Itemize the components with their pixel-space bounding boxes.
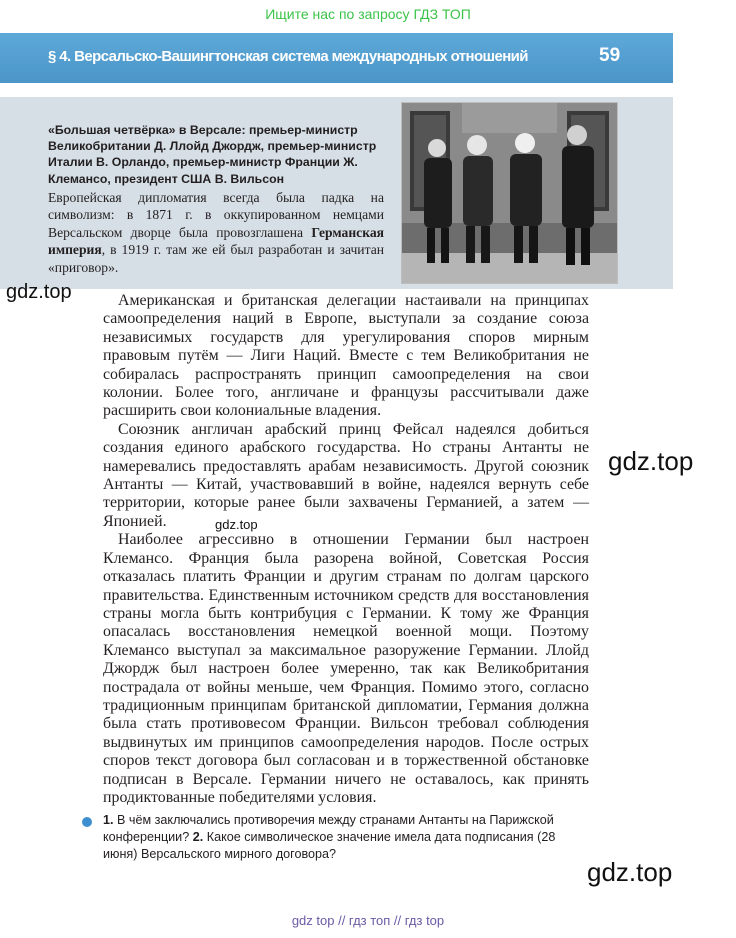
watermark-4: gdz.top <box>587 857 673 887</box>
page-number: 59 <box>599 45 621 66</box>
question-1: В чём заключались противоречия между странами Антанты на Парижской конференции? <box>103 813 554 844</box>
big-four-photo <box>402 103 617 283</box>
photo-caption: «Большая четвёрка» в Версале: премьер-министр Великобритании Д. Ллойд Джордж, премьер-министр Италии В. Орландо, премьер-министр Франции Ж. Клемансо, президент США В. Вильсон <box>48 123 377 186</box>
paragraph-2: Союзник англичан арабский принц Фейсал надеялся добиться создания единого арабского государства. Но страны Антанты не намеревались предоставлять арабам независимость. Другой союзник Антанты — Китай, участвовавший в войне, надеялся вернуть себе территории, которые ранее были захвачены Германией, а затем — Японией. <box>103 420 589 530</box>
section-title: § 4. Версальско-Вашингтонская система международных отношений <box>48 48 528 65</box>
watermark-1: gdz.top <box>6 281 72 303</box>
top-banner[interactable]: Ищите нас по запросу ГДЗ ТОП <box>265 6 471 22</box>
footer-links[interactable]: gdz top // гдз топ // гдз top <box>291 913 445 928</box>
caption-note <box>48 189 384 276</box>
question-2-number: 2. <box>192 829 204 844</box>
questions-bullet-icon <box>82 817 92 827</box>
caption-note-bold: Германская империя <box>48 224 384 258</box>
caption-note-text: Европейская дипломатия всегда была падка на символизм: в 1871 г. в оккупированном немцами Версальском дворце была провозглашена <box>48 190 384 240</box>
photo-illustration <box>402 103 617 283</box>
page-header <box>0 33 673 83</box>
watermark-2: gdz.top <box>608 446 694 476</box>
caption-note-text-end: , в 1919 г. там же ей был разработан и зачитан «приговор». <box>48 242 384 275</box>
main-text <box>103 292 589 807</box>
question-2: Какое символическое значение имела дата подписания (28 июня) Версальского мирного договора? <box>103 829 556 861</box>
review-questions <box>103 812 589 862</box>
question-1-number: 1. <box>103 813 114 827</box>
paragraph-1: Американская и британская делегации настаивали на принципах самоопределения наций в Европе, выступали за создание союза независимых государств для урегулирования споров мирным правовым путём — Лиги Наций. Вместе с тем Великобритания не собиралась распространять принцип самоопределения на свои колонии. Более того, англичане и французы рассчитывали даже расширить свои колониальные владения. <box>103 292 589 420</box>
paragraph-3: Наиболее агрессивно в отношении Германии был настроен Клемансо. Франция была разорена войной, Советская Россия отказалась платить Франции и другим странам по долгам царского правительства. Единственным источником средств для восстановления страны могла быть контрибуция с Германии. К тому же Франция опасалась восстановления немецкой военной мощи. Поэтому Клемансо выступал за максимальное разоружение Германии. Ллойд Джордж был настроен более умеренно, так как Великобритания пострадала от войны меньше, чем Франция. Помимо этого, согласно традиционным принципам британской дипломатии, Германия должна была стать противовесом Франции. Вильсон требовал соблюдения выдвинутых им принципов самоопределения народов. После острых споров текст договора был согласован и в торжественной обстановке подписан в Версале. Германии ничего не оставалось, как принять продиктованные победителями условия. <box>103 531 589 806</box>
watermark-3: gdz.top <box>215 517 258 532</box>
